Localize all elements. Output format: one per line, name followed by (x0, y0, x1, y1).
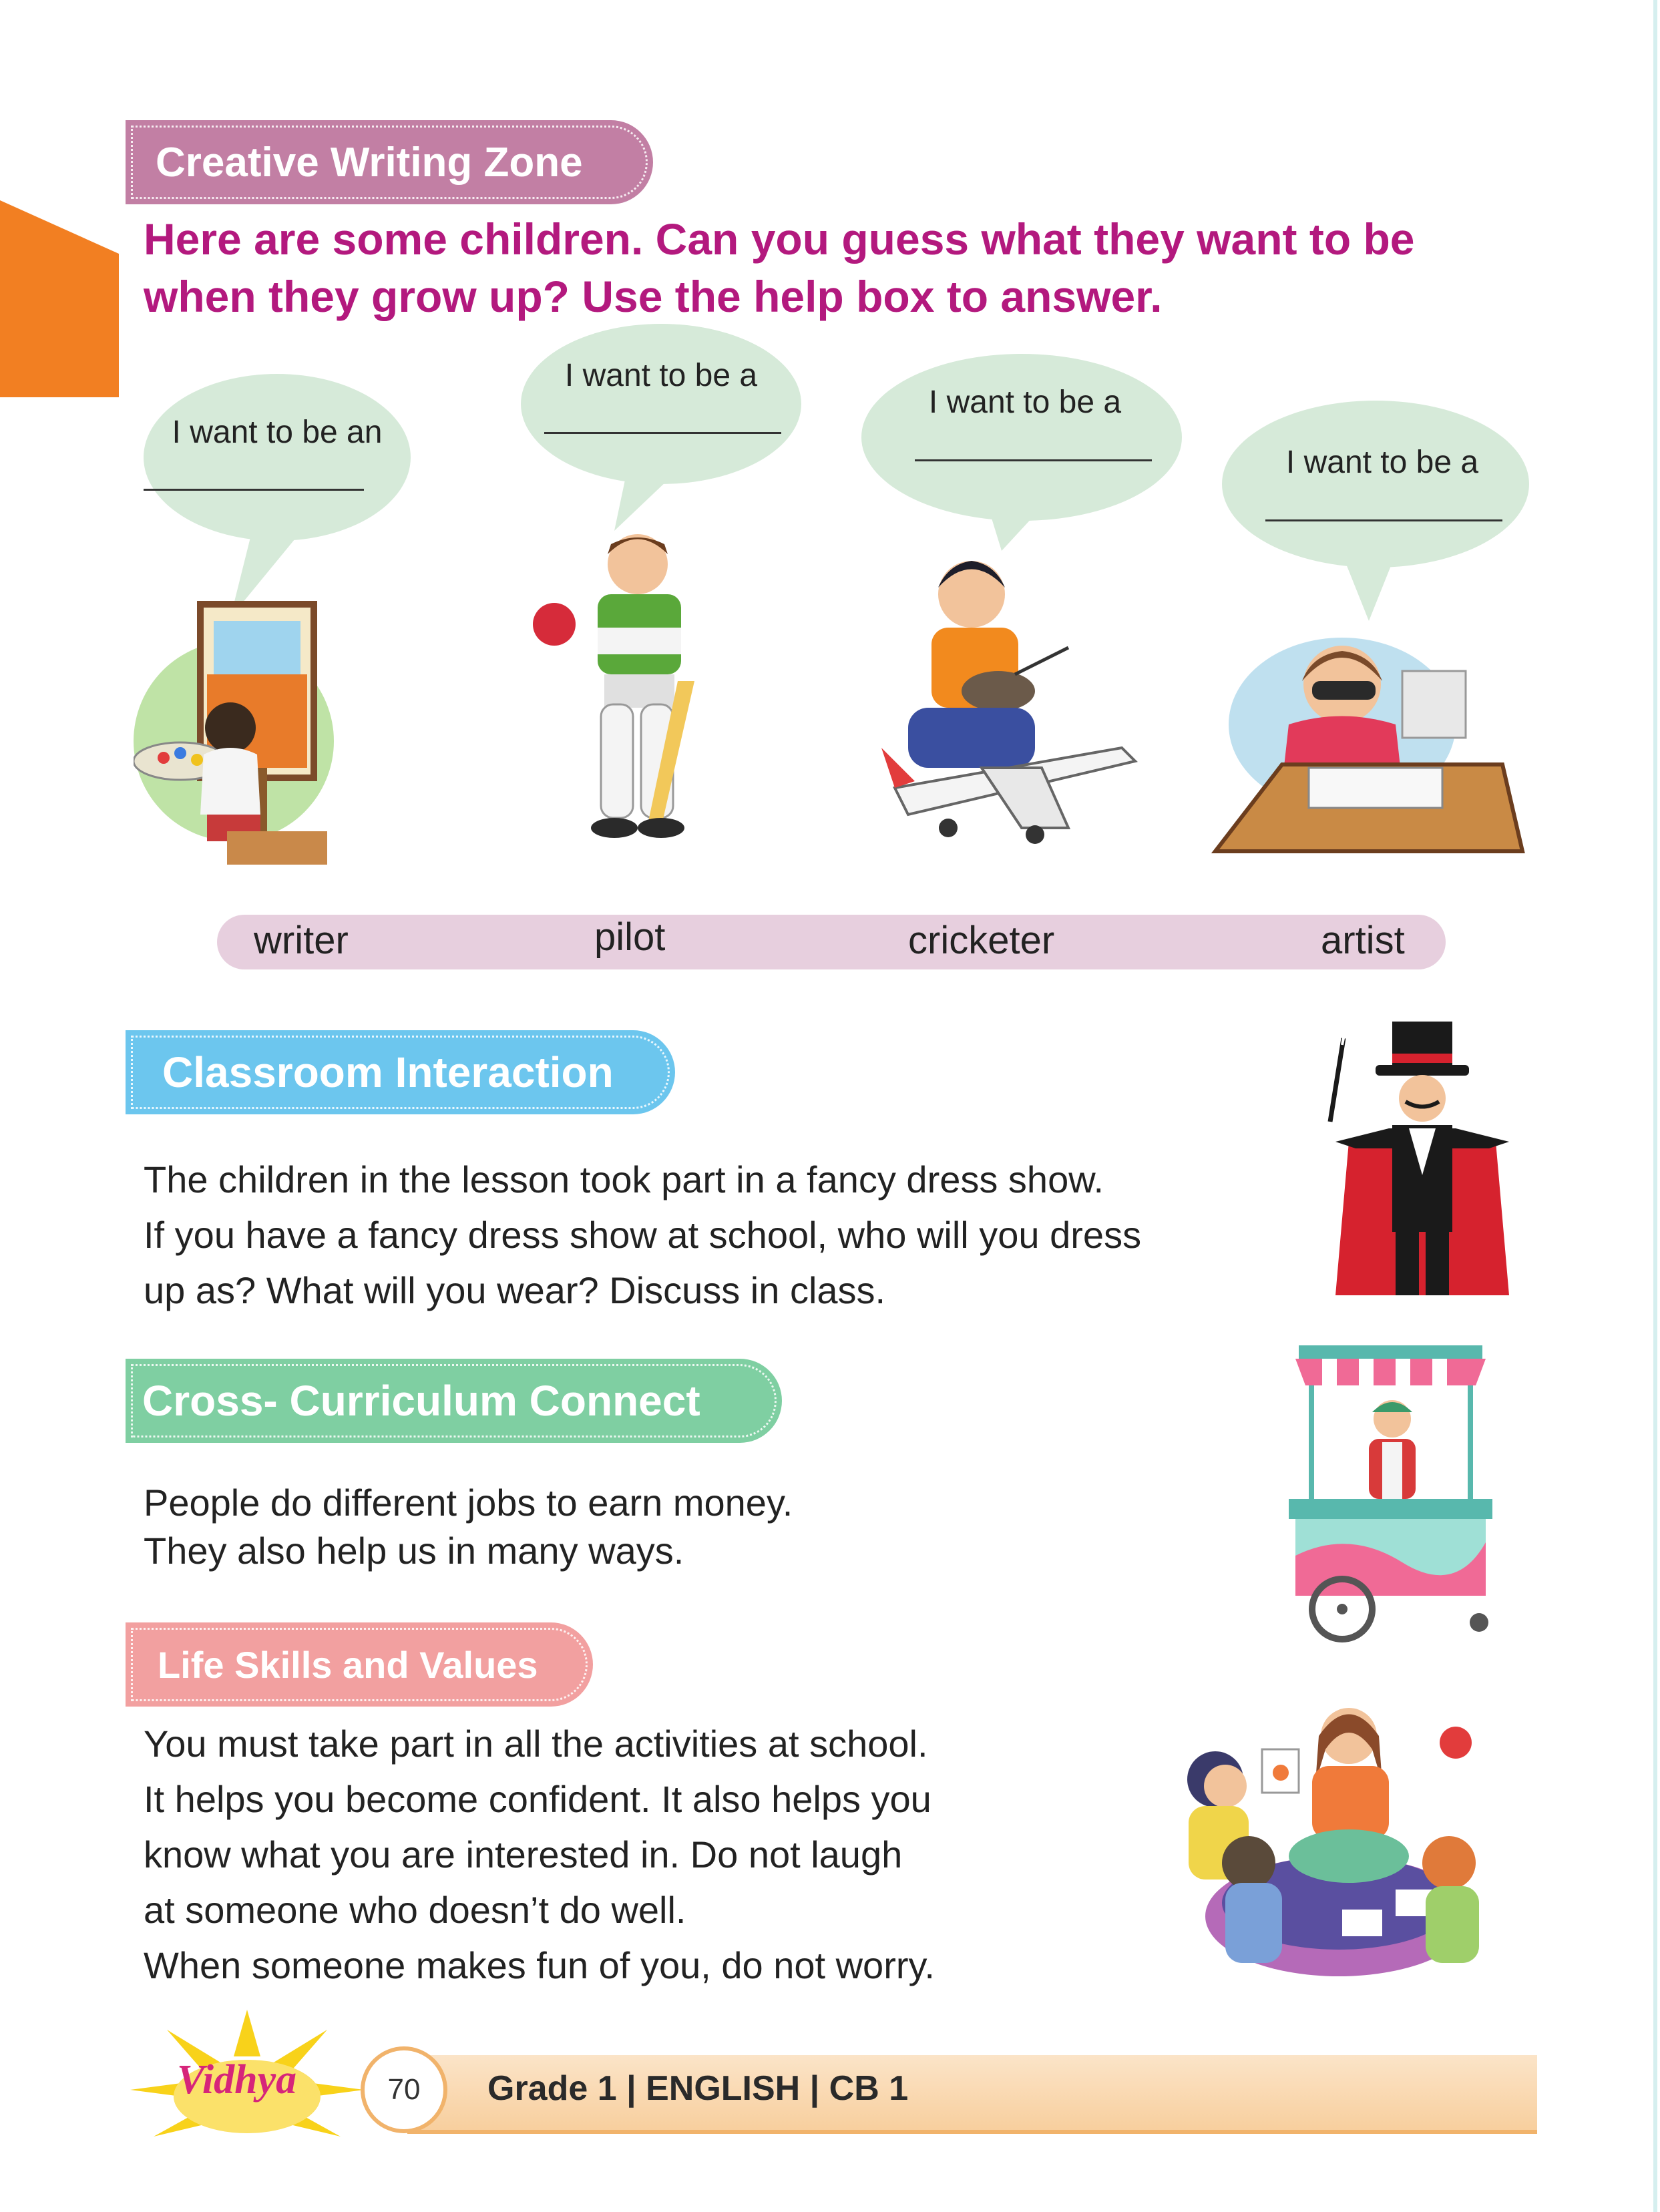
answer-blank-2[interactable] (544, 432, 781, 434)
classroom-line-1: The children in the lesson took part in a fancy dress show. (144, 1158, 1104, 1200)
life-skills-text (144, 1716, 1199, 1993)
creative-writing-heading: Creative Writing Zone (126, 120, 653, 204)
speech-bubbles (0, 0, 1660, 668)
cross-curriculum-heading: Cross- Curriculum Connect (126, 1359, 782, 1443)
ice-cream-cart-illustration (1269, 1342, 1509, 1646)
writer-child-illustration (1202, 624, 1536, 878)
help-word-writer[interactable]: writer (254, 919, 349, 962)
answer-blank-1[interactable] (144, 489, 364, 491)
creative-instruction: Here are some children. Can you guess what they want to be when they grow up? Use the help box to answer. (144, 214, 1415, 321)
bubble-text-1: I want to be an (172, 415, 383, 450)
teacher-and-children-illustration (1175, 1689, 1489, 1990)
life-line-4: at someone who doesn’t do well. (144, 1889, 686, 1931)
answer-blank-4[interactable] (1265, 519, 1502, 521)
grade-subject-label: Grade 1 | ENGLISH | CB 1 (487, 2069, 909, 2108)
life-skills-heading: Life Skills and Values (126, 1622, 593, 1707)
help-box (217, 915, 1446, 969)
cricketer-child-illustration (528, 527, 748, 848)
bubble-text-4: I want to be a (1285, 445, 1479, 480)
help-word-pilot[interactable]: pilot (594, 915, 666, 959)
life-line-3: know what you are interested in. Do not laugh (144, 1833, 903, 1875)
cross-line-1: People do different jobs to earn money. (144, 1482, 793, 1524)
life-line-1: You must take part in all the activities at school. (144, 1723, 928, 1765)
help-word-cricketer[interactable]: cricketer (908, 919, 1055, 962)
vidhya-logo-text: Vidhya (177, 2057, 297, 2103)
classroom-line-2: If you have a fancy dress show at school, who will you dress (144, 1214, 1142, 1256)
classroom-interaction-heading: Classroom Interaction (126, 1030, 675, 1114)
cross-line-2: They also help us in many ways. (144, 1530, 684, 1572)
bubble-text-2: I want to be a (564, 358, 758, 393)
answer-blank-3[interactable] (915, 459, 1152, 461)
life-line-5: When someone makes fun of you, do not worry. (144, 1944, 935, 1986)
artist-child-illustration (134, 594, 347, 875)
bubble-text-3: I want to be a (928, 385, 1122, 420)
magician-illustration (1322, 1015, 1522, 1309)
page-number: 70 (361, 2046, 447, 2133)
help-word-artist[interactable]: artist (1321, 919, 1405, 962)
pilot-child-illustration (868, 547, 1149, 855)
life-line-2: It helps you become confident. It also helps you (144, 1778, 931, 1820)
classroom-line-3: up as? What will you wear? Discuss in class. (144, 1269, 886, 1311)
classroom-interaction-text (144, 1152, 1305, 1318)
cross-curriculum-text (144, 1479, 1145, 1575)
